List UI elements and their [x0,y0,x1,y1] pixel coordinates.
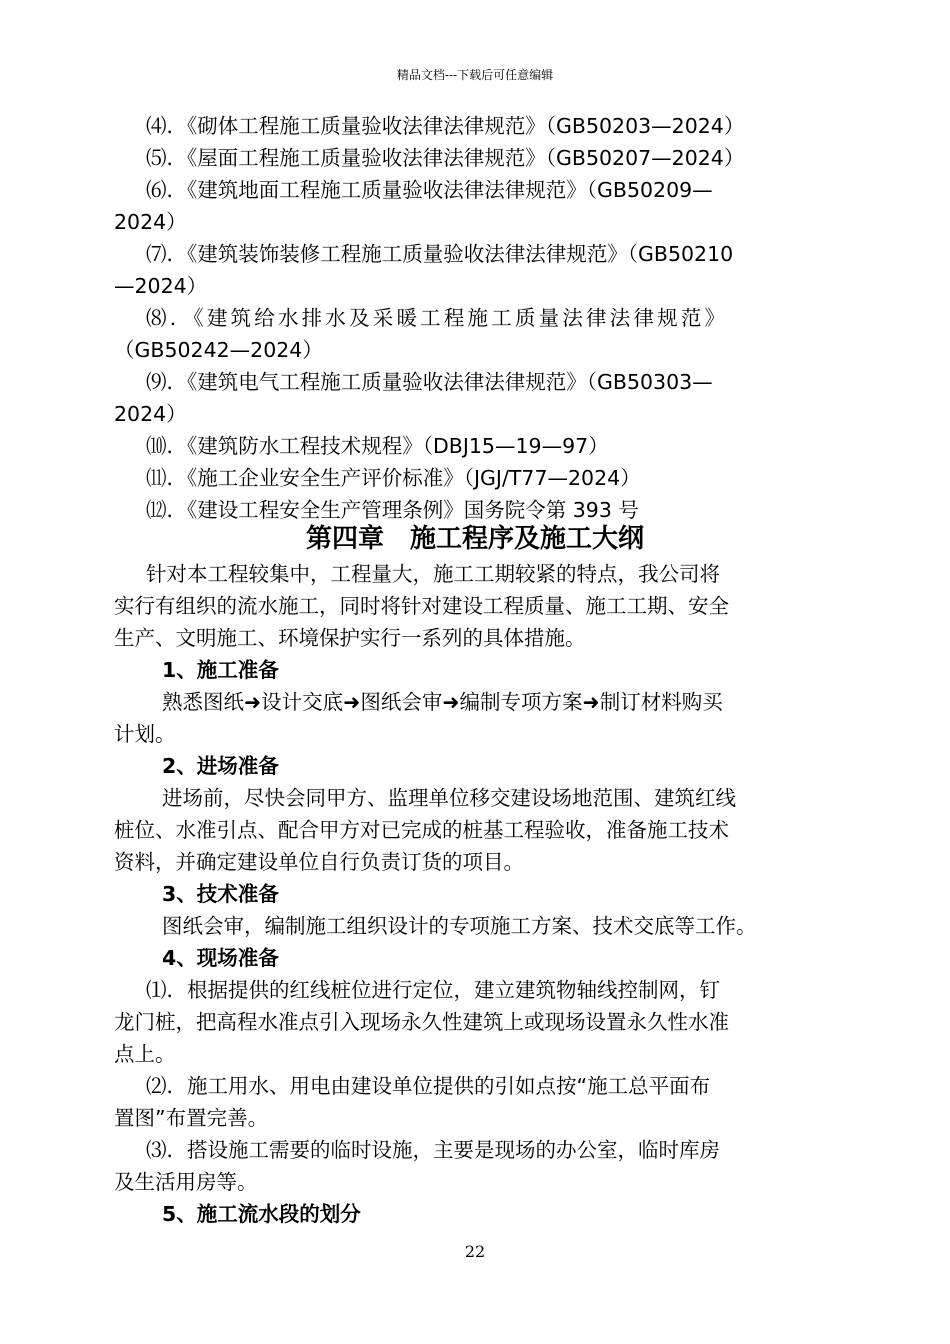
section-2-line-1: 进场前，尽快会同甲方、监理单位移交建设场地范围、建筑红线 [162,786,736,810]
ref-item-5: ⑸．《屋面工程施工质量验收法律法律规范》（GB50207—2024） [146,146,745,170]
ref-item-12: ⑿．《建设工程安全生产管理条例》国务院令第 393 号 [146,498,639,522]
section-2-title: 2、进场准备 [162,754,279,778]
ref-item-9-cont: 2024） [114,402,187,426]
section-1-line-1: 熟悉图纸➜设计交底➜图纸会审➜编制专项方案➜制订材料购买 [162,690,723,714]
ref-item-7-cont: —2024） [114,274,208,298]
ref-item-8: ⑻．《建筑给水排水及采暖工程施工质量法律法律规范》 [146,306,729,330]
ref-item-9: ⑼．《建筑电气工程施工质量验收法律法律规范》（GB50303— [146,370,713,394]
section-3-line-1: 图纸会审，编制施工组织设计的专项施工方案、技术交底等工作。 [162,914,757,938]
section-4-line-5: 置图”布置完善。 [114,1106,269,1130]
intro-line-2: 实行有组织的流水施工，同时将针对建设工程质量、施工工期、安全 [114,594,729,618]
section-4-line-6: ⑶．搭设施工需要的临时设施，主要是现场的办公室，临时库房 [146,1138,720,1162]
ref-item-10: ⑽．《建筑防水工程技术规程》（DBJ15—19—97） [146,434,609,458]
page-header: 精品文档---下载后可任意编辑 [396,68,554,82]
section-4-line-3: 点上。 [114,1042,176,1066]
section-4-line-7: 及生活用房等。 [114,1170,258,1194]
section-4-line-4: ⑵．施工用水、用电由建设单位提供的引如点按“施工总平面布 [146,1074,711,1098]
section-4-title: 4、现场准备 [162,946,279,970]
chapter-title: 第四章 施工程序及施工大纲 [305,524,644,554]
ref-item-6-cont: 2024） [114,210,187,234]
section-2-line-2: 桩位、水准引点、配合甲方对已完成的桩基工程验收，准备施工技术 [114,818,729,842]
section-5-title: 5、施工流水段的划分 [162,1202,361,1226]
section-3-title: 3、技术准备 [162,882,279,906]
intro-line-1: 针对本工程较集中，工程量大，施工工期较紧的特点，我公司将 [146,562,720,586]
ref-item-4: ⑷．《砌体工程施工质量验收法律法律规范》（GB50203—2024） [146,114,745,138]
page-number: 22 [464,1242,486,1261]
section-4-line-2: 龙门桩，把高程水准点引入现场永久性建筑上或现场设置永久性水准 [114,1010,729,1034]
ref-item-6: ⑹．《建筑地面工程施工质量验收法律法律规范》（GB50209— [146,178,713,202]
section-2-line-3: 资料，并确定建设单位自行负责订货的项目。 [114,850,524,874]
section-4-line-1: ⑴．根据提供的红线桩位进行定位，建立建筑物轴线控制网，钉 [146,978,720,1002]
ref-item-11: ⑾．《施工企业安全生产评价标准》（JGJ/T77—2024） [146,466,641,490]
section-1-title: 1、施工准备 [162,658,279,682]
intro-line-3: 生产、文明施工、环境保护实行一系列的具体措施。 [114,626,586,650]
ref-item-7: ⑺．《建筑装饰装修工程施工质量验收法律法律规范》（GB50210 [146,242,734,266]
section-1-line-2: 计划。 [114,722,176,746]
ref-item-8-cont: （GB50242—2024） [114,338,323,362]
